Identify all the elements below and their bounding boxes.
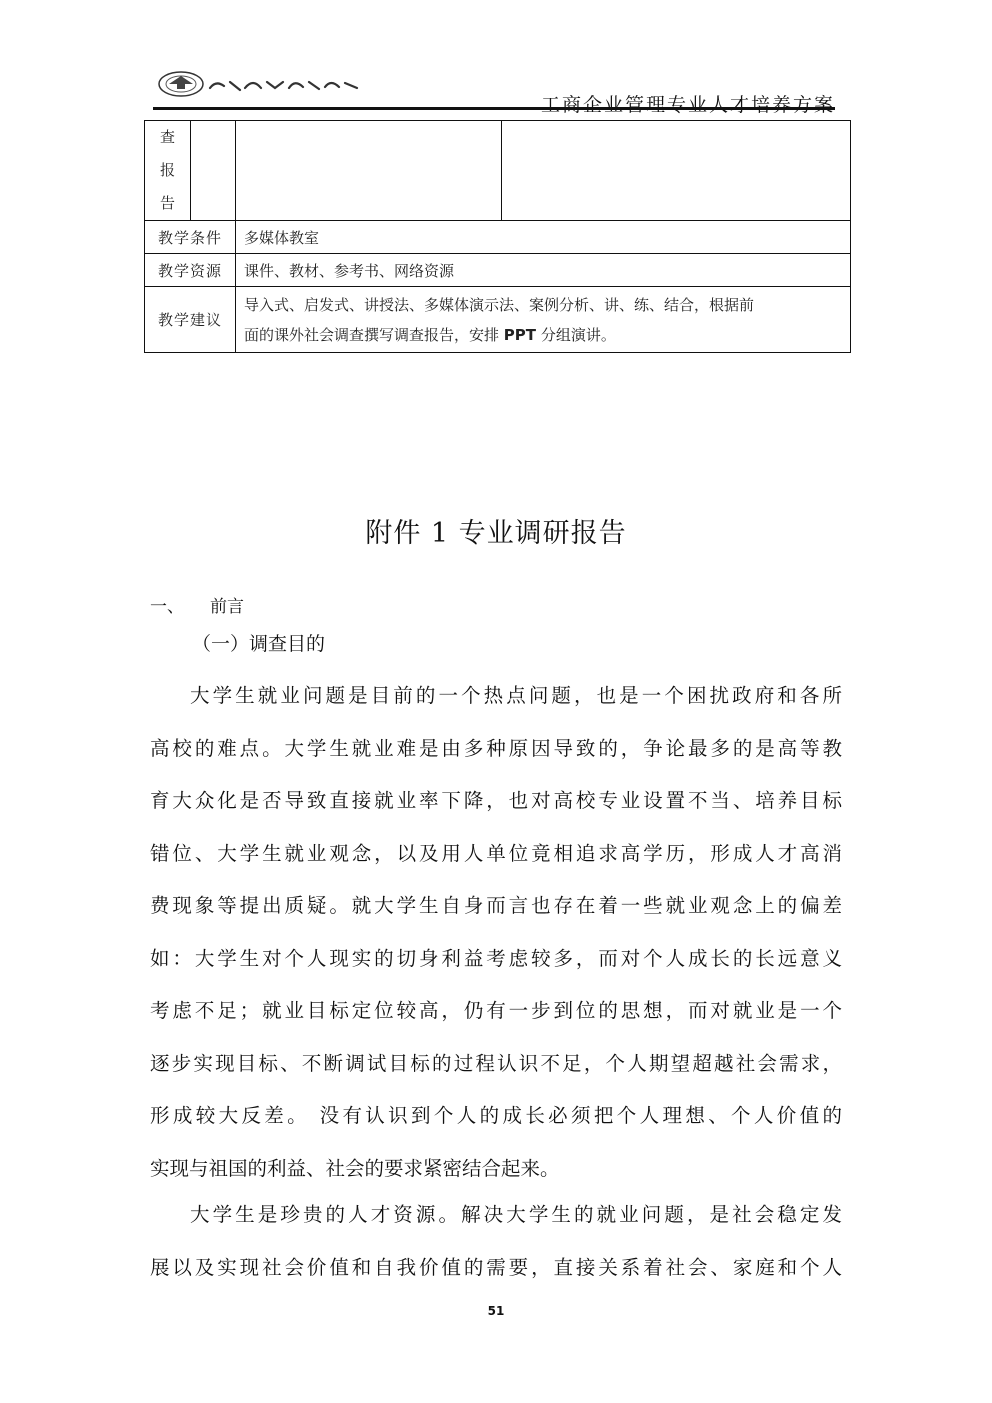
text-line: 育大众化是否导致直接就业率下降，也对高校专业设置不当、培养目标: [150, 789, 842, 812]
text-line: 逐步实现目标、不断调试目标的过程认识不足，个人期望超越社会需求，: [150, 1051, 842, 1075]
suggest-line-1: 导入式、启发式、讲授法、多媒体演示法、案例分析、讲、练、结合，根据前: [244, 295, 755, 314]
section-number: 一、: [150, 597, 184, 617]
header-rule: [153, 107, 835, 110]
text-line: 实现与祖国的利益、社会的要求紧密结合起来。: [150, 1156, 560, 1180]
empty-cell: [502, 121, 851, 221]
section-heading: [150, 592, 244, 617]
text-line: 展以及实现社会价值和自我价值的需要，直接关系着社会、家庭和个人: [150, 1255, 842, 1279]
appendix-title: 附件 1 专业调研报告: [365, 518, 627, 549]
paragraph-2: [150, 1189, 842, 1294]
text-line: 错位、大学生就业观念，以及用人单位竟相追求高学历，形成人才高消: [150, 841, 842, 865]
row-value: 课件、教材、参考书、网络资源: [236, 254, 851, 287]
course-plan-table: [144, 120, 851, 353]
table-row: [145, 121, 851, 221]
empty-cell: [191, 121, 236, 221]
table-row: [145, 221, 851, 254]
header-title: 工商企业管理专业人才培养方案: [540, 94, 835, 116]
page-number: 51: [487, 1304, 505, 1318]
section-title: 前言: [210, 597, 244, 617]
vertical-label-cell: [145, 121, 191, 221]
empty-cell: [236, 121, 502, 221]
text-line: 大学生是珍贵的人才资源。解决大学生的就业问题，是社会稳定发: [190, 1203, 842, 1226]
vertical-char: 告: [159, 194, 175, 212]
page-header: [153, 60, 835, 116]
table-row: [145, 287, 851, 353]
suggest-line-2b: 分组演讲。: [540, 325, 616, 344]
vertical-char: 查: [159, 128, 175, 146]
row-value: 多媒体教室: [236, 221, 851, 254]
text-line: 如：大学生对个人现实的切身利益考虑较多，而对个人成长的长远意义: [150, 946, 842, 970]
suggest-line-2a: 面的课外社会调查撰写调查报告，安排: [244, 325, 500, 344]
school-emblem-icon: [155, 70, 375, 98]
row-label: 教学资源: [145, 254, 236, 287]
subsection-heading: （一）调查目的: [192, 633, 326, 655]
vertical-char: 报: [159, 161, 175, 179]
row-label: 教学条件: [145, 221, 236, 254]
text-line: 大学生就业问题是目前的一个热点问题，也是一个困扰政府和各所: [190, 684, 842, 707]
text-line: 高校的难点。大学生就业难是由多种原因导致的，争论最多的是高等教: [150, 736, 842, 760]
text-line: 考虑不足；就业目标定位较高，仍有一步到位的思想，而对就业是一个: [150, 999, 842, 1022]
text-line: 费现象等提出质疑。就大学生自身而言也存在着一些就业观念上的偏差: [150, 894, 842, 917]
row-value: [236, 287, 851, 353]
table-row: [145, 254, 851, 287]
row-label: 教学建议: [145, 287, 236, 353]
paragraph-1: [150, 670, 842, 1195]
text-line: 形成较大反差。 没有认识到个人的成长必须把个人理想、个人价值的: [150, 1104, 842, 1127]
suggest-ppt: PPT: [503, 325, 537, 344]
